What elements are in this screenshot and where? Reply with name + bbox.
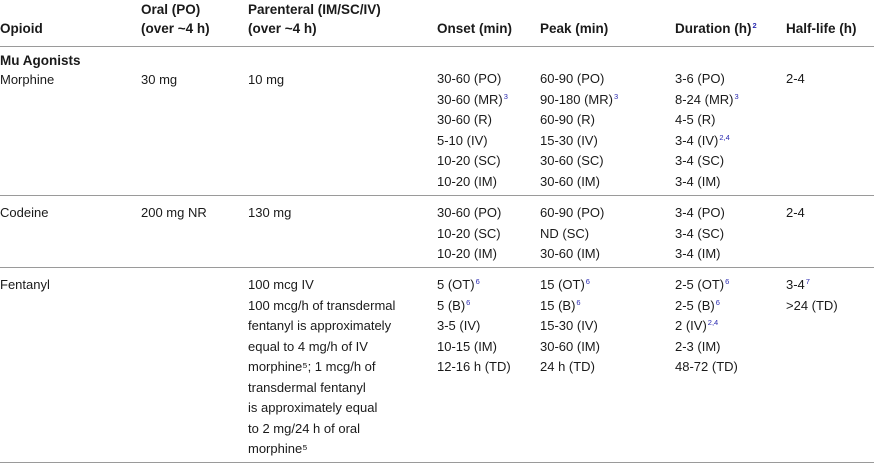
table-row-fentanyl xyxy=(0,275,874,463)
peak-values: 60-90 (PO) 90-180 (MR)$^3$ 60-90 (R) 15-30 (IV) 30-60 (SC) 30-60 (IM) xyxy=(540,71,619,189)
table-header-row xyxy=(0,0,874,47)
header-half-life: Half-life (h) xyxy=(786,21,857,36)
onset-values: 5 (OT)$^6$ 5 $(B)^6$ 3-5 (IV) 10-15 (IM) 12-16 h (TD) xyxy=(437,277,511,374)
half-life-values: 2-4 xyxy=(786,71,805,86)
oral-dose: 200 mg NR xyxy=(141,205,207,220)
header-peak: Peak (min) xyxy=(540,21,609,36)
duration-values: 2-5 (OT)$^6$ 2-5 $(B)^6$ 2 (IV)$^{2,4}$ 2-3 (IM) 48-72 (TD) xyxy=(675,277,738,374)
header-opioid: Opioid xyxy=(0,21,43,36)
header-duration: Duration $(h)^2$ xyxy=(675,21,757,36)
opioid-name: Morphine xyxy=(0,72,55,87)
table-row-morphine xyxy=(0,70,874,196)
parenteral-dose: 130 mg xyxy=(248,205,292,220)
opioid-name: Fentanyl xyxy=(0,277,50,292)
section-title: Mu Agonists xyxy=(0,53,81,68)
half-life-values: 2-4 xyxy=(786,205,805,220)
peak-values: 60-90 (PO) ND (SC) 30-60 (IM) xyxy=(540,205,605,261)
table-row-codeine xyxy=(0,203,874,268)
header-oral: Oral (PO) (over ~4 h) xyxy=(141,2,210,36)
onset-values: 30-60 (PO) 10-20 (SC) 10-20 (IM) xyxy=(437,205,502,261)
opioid-name: Codeine xyxy=(0,205,49,220)
parenteral-dose: 100 mcg IV 100 mcg/h of transdermal fentanyl is approximately equal to 4 mg/h of IV morphine⁵; 1 mcg/h of transdermal fentanyl is approximately equal to 2 mg/24 h of oral morphine⁵ xyxy=(248,277,396,456)
parenteral-dose: 10 mg xyxy=(248,72,285,87)
header-duration-footnote: 2 xyxy=(752,21,757,30)
duration-values: 3-4 (PO) 3-4 (SC) 3-4 (IM) xyxy=(675,205,725,261)
half-life-values: $3-4^7$ >24 (TD) xyxy=(786,277,838,313)
header-onset: Onset (min) xyxy=(437,21,513,36)
header-parenteral: Parenteral (IM/SC/IV) (over ~4 h) xyxy=(248,2,381,36)
onset-values: 30-60 (PO) 30-60 (MR)$^3$ 30-60 (R) 5-10 (IV) 10-20 (SC) 10-20 (IM) xyxy=(437,71,508,189)
oral-dose: 30 mg xyxy=(141,72,178,87)
duration-values: 3-6 (PO) 8-24 (MR)$^3$ 4-5 (R) 3-4 (IV)$^{2,4}$ 3-4 (SC) 3-4 (IM) xyxy=(675,71,739,189)
peak-values: 15 (OT)$^6$ 15 $(B)^6$ 15-30 (IV) 30-60 (IM) 24 h (TD) xyxy=(540,277,600,374)
